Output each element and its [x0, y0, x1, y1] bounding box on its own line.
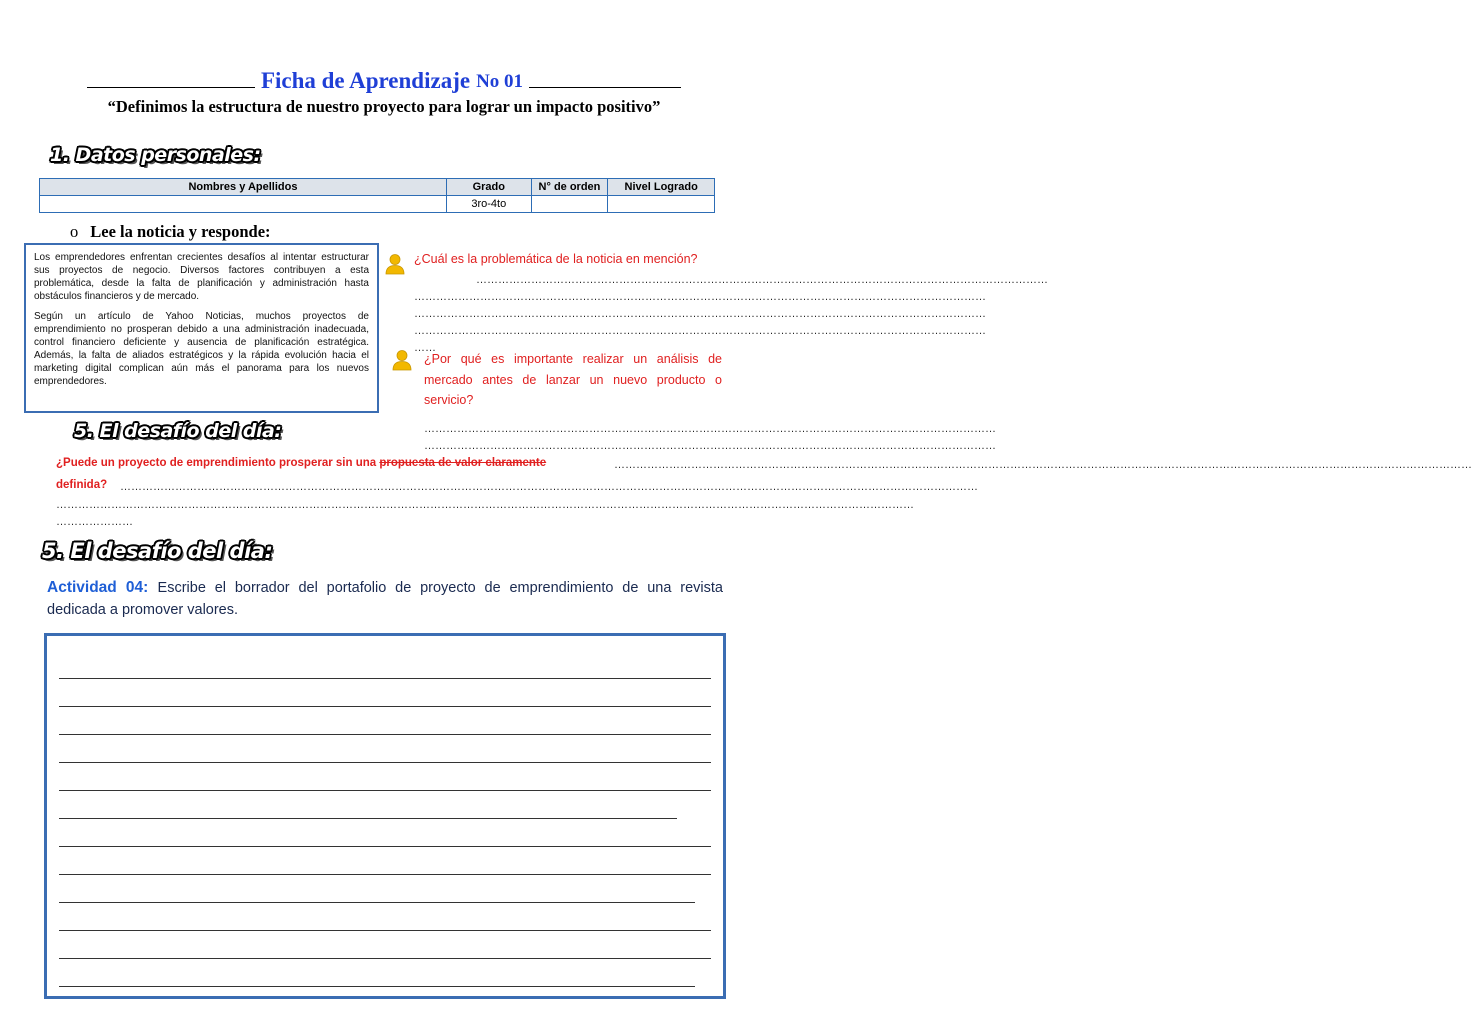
cell-nombres[interactable]: [40, 196, 447, 213]
datos-table: [39, 178, 715, 213]
cell-grado: 3ro-4to: [446, 196, 531, 213]
title-row: [48, 58, 720, 94]
activity-text: Escribe el borrador del portafolio de proyecto de emprendimiento de una revista dedicada a promover valores.: [47, 580, 723, 618]
desafio-dots-0[interactable]: ………………………………………………………………………………………………………………………………………………………………………………………………………………: [614, 459, 1472, 471]
datos-table-row: [40, 196, 715, 213]
section-heading-desafio-1: 5. El desafío del día:: [74, 420, 282, 442]
bullet-icon: o: [70, 222, 79, 241]
writing-line: [59, 706, 711, 707]
answer-line-1c[interactable]: …………………………………………………………………………………………………………………………………………: [414, 308, 986, 320]
writing-line: [59, 762, 711, 763]
writing-line: [59, 930, 711, 931]
writing-line: [59, 678, 711, 679]
person-icon: [392, 349, 412, 371]
title-right-rule: [529, 86, 681, 88]
writing-line: [59, 734, 711, 735]
cell-nivel[interactable]: [608, 196, 715, 213]
news-box: [24, 243, 379, 413]
col-nombres: Nombres y Apellidos: [40, 179, 447, 196]
writing-box[interactable]: [44, 633, 726, 999]
writing-line: [59, 846, 711, 847]
cell-orden[interactable]: [531, 196, 608, 213]
desafio-question-part1: ¿Puede un proyecto de emprendimiento prosperar sin una: [56, 457, 380, 469]
datos-table-header: [40, 179, 715, 196]
writing-line: [59, 790, 711, 791]
page-number: No 01: [476, 71, 524, 92]
person-icon: [385, 253, 405, 275]
answer-line-1e[interactable]: ……: [414, 342, 436, 354]
news-paragraph-2: Según un artículo de Yahoo Noticias, muchos proyectos de emprendimiento no prosperan debido a una administración inadecuada, control financiero deficiente y ausencia de planificación estratégica. Además, la falta de aliados estratégicos y la rápida evolución hacia el marketing digital complican aún más el panorama para los nuevos emprendedores.: [34, 311, 369, 387]
desafio-dots-1[interactable]: ………………………………………………………………………………………………………………………………………………………………………………………………………………: [120, 481, 978, 493]
answer-line-2b[interactable]: …………………………………………………………………………………………………………………………………………: [424, 440, 996, 452]
writing-line: [59, 902, 695, 903]
desafio-question-strike: propuesta de valor claramente: [379, 457, 547, 469]
answer-line-1a[interactable]: …………………………………………………………………………………………………………………………………………: [476, 274, 1048, 286]
instruction: [70, 222, 271, 242]
activity: [47, 577, 723, 621]
question-1: [414, 250, 712, 270]
answer-line-1b[interactable]: …………………………………………………………………………………………………………………………………………: [414, 291, 986, 303]
question-2: ¿Por qué es importante realizar un análisis de mercado antes de lanzar un nuevo producto o servicio?: [424, 352, 722, 407]
section-heading-datos: 1. Datos personales:: [50, 144, 261, 166]
instruction-text: Lee la noticia y responde:: [90, 222, 271, 241]
writing-line: [59, 874, 711, 875]
desafio-dots-2[interactable]: ………………………………………………………………………………………………………………………………………………………………………………………………………………: [56, 499, 914, 511]
desafio-dots-3[interactable]: …………………: [56, 516, 133, 528]
writing-line: [59, 818, 677, 819]
title-left-rule: [87, 86, 255, 88]
col-grado: Grado: [446, 179, 531, 196]
news-paragraph-1: Los emprendedores enfrentan crecientes desafíos al intentar estructurar sus proyectos de negocio. Diversos factores contribuyen a esta problemática, desde la falta de planificación y administración hasta obstáculos financieros y de mercado.: [34, 252, 369, 302]
writing-line: [59, 958, 711, 959]
answer-line-2a[interactable]: …………………………………………………………………………………………………………………………………………: [424, 423, 996, 435]
activity-label: Actividad 04:: [47, 579, 149, 596]
desafio-question-part2: definida?: [56, 479, 108, 491]
col-nivel: Nivel Logrado: [608, 179, 715, 196]
section-heading-desafio-2: 5. El desafío del día:: [42, 539, 273, 563]
subtitle: “Definimos la estructura de nuestro proyecto para lograr un impacto positivo”: [107, 97, 661, 116]
col-orden: N° de orden: [531, 179, 608, 196]
question-1-text: ¿Cuál es la problemática de la noticia en mención?: [414, 252, 698, 266]
writing-line: [59, 986, 695, 987]
answer-line-1d[interactable]: …………………………………………………………………………………………………………………………………………: [414, 325, 986, 337]
page-title: Ficha de Aprendizaje: [260, 68, 471, 93]
